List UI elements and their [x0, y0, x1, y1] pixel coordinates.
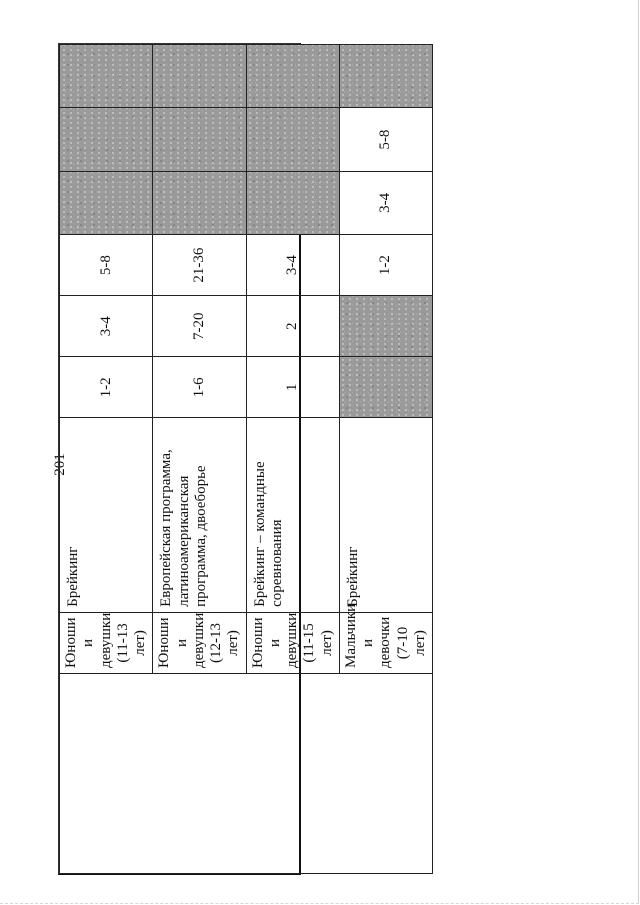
shaded-cell: [246, 45, 339, 108]
results-table: [59, 44, 433, 874]
shaded-cell: [60, 108, 153, 171]
value-cell: 5-8: [339, 108, 432, 171]
shaded-cell: [153, 171, 246, 234]
discipline-cell: Брейкинг: [339, 418, 432, 612]
age-group-cell: Юноши и девушки (12-13 лет): [153, 612, 246, 673]
shaded-cell: [153, 45, 246, 108]
shaded-cell: [60, 171, 153, 234]
value-cell: 1-2: [339, 235, 432, 296]
shaded-cell: [339, 357, 432, 418]
shaded-cell: [153, 108, 246, 171]
value-cell: 1: [246, 357, 339, 418]
value-cell: 2: [246, 296, 339, 357]
shaded-cell: [339, 45, 432, 108]
value-cell: 3-4: [339, 171, 432, 234]
value-cell: 1-6: [153, 357, 246, 418]
rotated-table: [59, 44, 428, 874]
shaded-cell: [339, 296, 432, 357]
value-cell: 3-4: [246, 235, 339, 296]
page-number: 201: [51, 453, 68, 476]
discipline-cell: Европейская программа, латиноамериканская программа, двоеборье: [153, 418, 246, 612]
rotated-table-viewport: [59, 44, 428, 874]
table-row: [60, 45, 153, 874]
age-group-cell: Юноши и девушки (11-15 лет): [246, 612, 339, 673]
value-cell: 1-2: [60, 357, 153, 418]
empty-cell: [60, 673, 433, 873]
shaded-cell: [246, 108, 339, 171]
value-cell: 3-4: [60, 296, 153, 357]
age-group-cell: Юноши и девушки (11-13 лет): [60, 612, 153, 673]
value-cell: 5-8: [60, 235, 153, 296]
value-cell: 21-36: [153, 235, 246, 296]
shaded-cell: [246, 171, 339, 234]
discipline-cell: Брейкинг: [60, 418, 153, 612]
age-group-cell: Мальчики и девочки (7-10 лет): [339, 612, 432, 673]
shaded-cell: [60, 45, 153, 108]
value-cell: 7-20: [153, 296, 246, 357]
discipline-cell: Брейкинг – командные соревнования: [246, 418, 339, 612]
